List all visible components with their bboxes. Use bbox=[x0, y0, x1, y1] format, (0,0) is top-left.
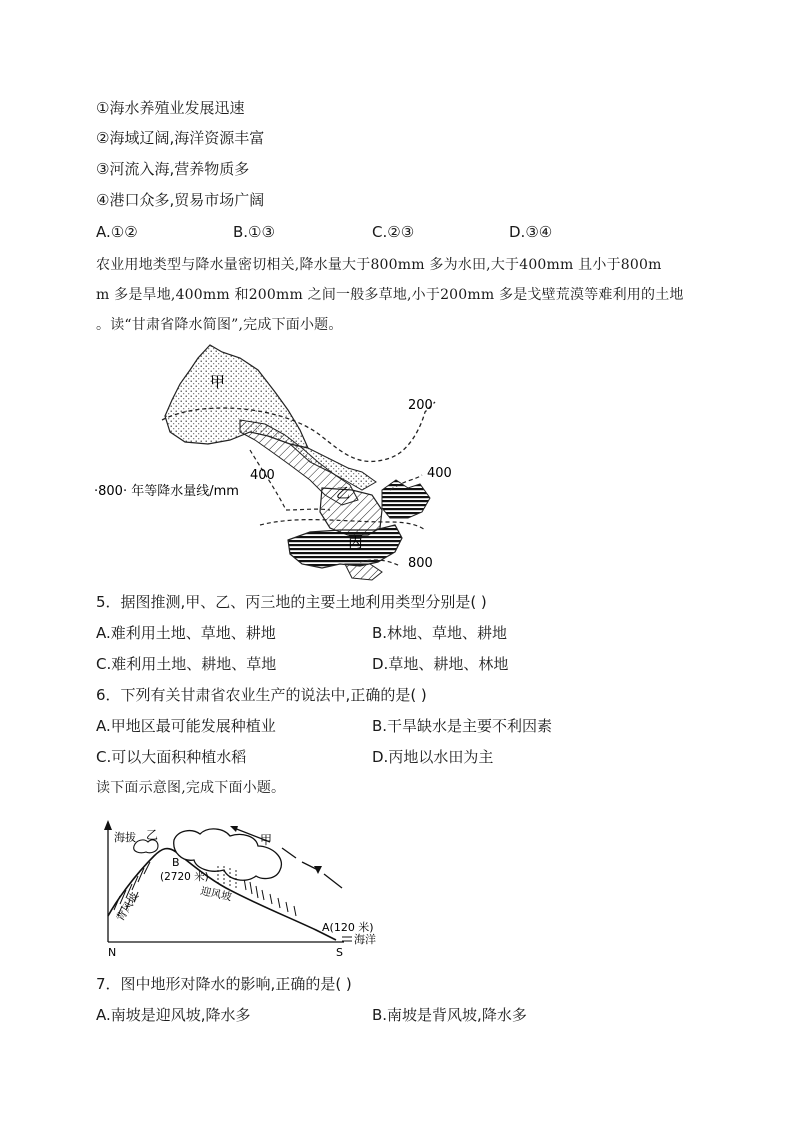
q4-choice-b[interactable]: B.①③ bbox=[233, 223, 275, 241]
isohyet-label-800: 800 bbox=[408, 556, 433, 571]
label-north: N bbox=[108, 946, 117, 959]
map-label-bing: 丙 bbox=[348, 533, 364, 551]
q5-choice-a[interactable]: A.难利用土地、草地、耕地 bbox=[96, 624, 276, 642]
gansu-precipitation-map bbox=[90, 340, 470, 585]
q4-choice-a[interactable]: A.①② bbox=[96, 223, 138, 241]
q7-stem: 7．图中地形对降水的影响,正确的是( ) bbox=[96, 975, 352, 993]
label-sea: 海洋 bbox=[354, 933, 376, 946]
q6-choice-b[interactable]: B.干旱缺水是主要不利因素 bbox=[372, 717, 553, 735]
label-leeward: 背风坡 bbox=[114, 890, 142, 924]
isohyet-label-400-right: 400 bbox=[427, 466, 452, 481]
label-altitude: 海拔 bbox=[114, 831, 136, 844]
terrain-diagram bbox=[96, 818, 396, 963]
q7-choice-a[interactable]: A.南坡是迎风坡,降水多 bbox=[96, 1006, 251, 1024]
intro-line-3: 。读“甘肃省降水简图”,完成下面小题。 bbox=[96, 317, 343, 333]
region-bing bbox=[288, 525, 402, 568]
q5-choice-c[interactable]: C.难利用土地、耕地、草地 bbox=[96, 655, 277, 673]
intro-line-2: m 多是旱地,400mm 和200mm 之间一般多草地,小于200mm 多是戈壁荒漠等难利用的土地 bbox=[96, 287, 684, 303]
label-yi: 乙 bbox=[146, 828, 159, 842]
q5-choice-b[interactable]: B.林地、草地、耕地 bbox=[372, 624, 508, 642]
label-point-a: A(120 米) bbox=[322, 921, 374, 934]
map-label-yi: 乙 bbox=[336, 486, 350, 502]
intro-line-1: 农业用地类型与降水量密切相关,降水量大于800mm 多为水田,大于400mm 且小于800m bbox=[96, 257, 662, 273]
q4-choice-c[interactable]: C.②③ bbox=[372, 223, 415, 241]
q6-choice-c[interactable]: C.可以大面积种植水稻 bbox=[96, 748, 247, 766]
map-label-jia: 甲 bbox=[210, 373, 226, 391]
label-jia: 甲 bbox=[260, 833, 273, 847]
isohyet-label-200: 200 bbox=[408, 398, 433, 413]
statement-4: ④港口众多,贸易市场广阔 bbox=[96, 191, 265, 209]
label-peak-height: (2720 米) bbox=[160, 871, 209, 883]
map-legend: ·800· 年等降水量线/mm bbox=[94, 484, 239, 499]
q6-stem: 6．下列有关甘肃省农业生产的说法中,正确的是( ) bbox=[96, 686, 427, 704]
q5-choice-d[interactable]: D.草地、耕地、林地 bbox=[372, 655, 509, 673]
statement-2: ②海域辽阔,海洋资源丰富 bbox=[96, 129, 265, 147]
statement-3: ③河流入海,营养物质多 bbox=[96, 160, 250, 178]
q6-choice-d[interactable]: D.丙地以水田为主 bbox=[372, 748, 494, 766]
isohyet-label-400-left: 400 bbox=[250, 468, 275, 483]
q7-choice-b[interactable]: B.南坡是背风坡,降水多 bbox=[372, 1006, 527, 1024]
label-south: S bbox=[336, 946, 343, 959]
region-east bbox=[382, 480, 430, 518]
intro-2: 读下面示意图,完成下面小题。 bbox=[96, 780, 286, 796]
q4-choice-d[interactable]: D.③④ bbox=[509, 223, 553, 241]
label-windward: 迎风坡 bbox=[199, 885, 233, 904]
region-yi bbox=[320, 488, 382, 535]
q6-choice-a[interactable]: A.甲地区最可能发展种植业 bbox=[96, 717, 276, 735]
label-peak: B bbox=[172, 856, 180, 869]
q5-stem: 5．据图推测,甲、乙、丙三地的主要土地利用类型分别是( ) bbox=[96, 593, 487, 611]
statement-1: ①海水养殖业发展迅速 bbox=[96, 99, 245, 117]
region-jia bbox=[165, 345, 308, 448]
